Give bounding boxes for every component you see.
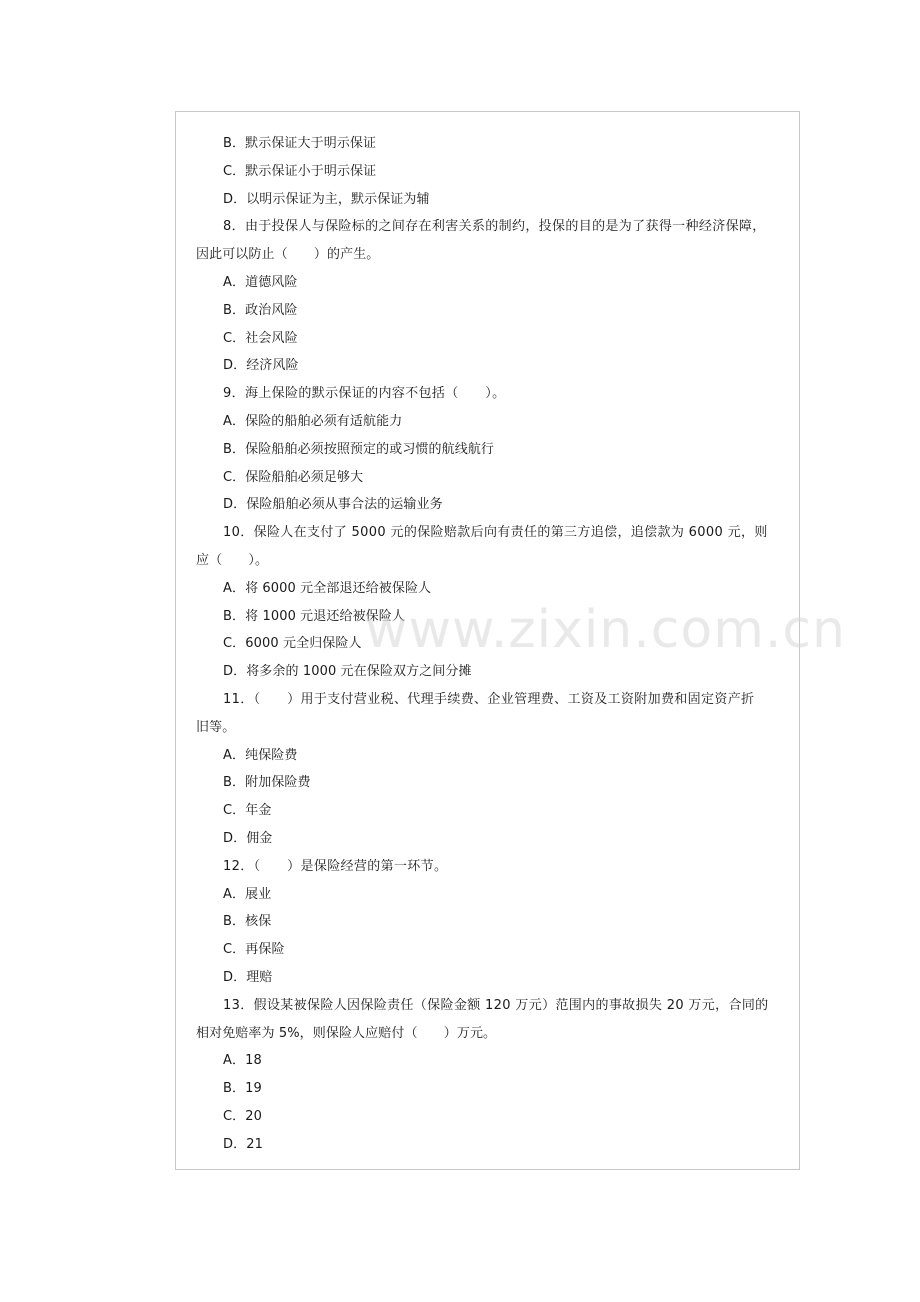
answer-option: B．将 1000 元退还给被保险人 <box>223 608 405 624</box>
question-text-continued: 应（ ）。 <box>196 552 269 568</box>
answer-option: D．理赔 <box>223 969 273 985</box>
answer-option: C．社会风险 <box>223 330 298 346</box>
answer-option: C．6000 元全归保险人 <box>223 636 362 652</box>
question-text: 13．假设某被保险人因保险责任（保险金额 120 万元）范围内的事故损失 20 万元，合同的 <box>223 997 769 1013</box>
question-text: 11．（ ）用于支付营业税、代理手续费、企业管理费、工资及工资附加费和固定资产折 <box>223 691 755 707</box>
question-text-continued: 因此可以防止（ ）的产生。 <box>196 247 380 263</box>
answer-option: B．附加保险费 <box>223 775 311 791</box>
answer-option: B．默示保证大于明示保证 <box>223 136 377 151</box>
question-text: 12．（ ）是保险经营的第一环节。 <box>223 858 448 874</box>
answer-option: A．纯保险费 <box>223 747 298 763</box>
answer-option: C．默示保证小于明示保证 <box>223 163 377 179</box>
document-frame <box>175 111 800 1170</box>
question-text: 9．海上保险的默示保证的内容不包括（ ）。 <box>223 386 506 402</box>
answer-option: D．将多余的 1000 元在保险双方之间分摊 <box>223 664 472 680</box>
answer-option: C．年金 <box>223 803 272 819</box>
answer-option: B．19 <box>223 1081 262 1097</box>
answer-option: D．佣金 <box>223 830 273 846</box>
document-content <box>196 130 782 1158</box>
question-text-continued: 旧等。 <box>196 719 236 735</box>
answer-option: B．政治风险 <box>223 302 298 318</box>
answer-option: A．将 6000 元全部退还给被保险人 <box>223 580 432 596</box>
question-text: 10．保险人在支付了 5000 元的保险赔款后向有责任的第三方追偿，追偿款为 6000 元，则 <box>223 525 768 541</box>
question-text-continued: 相对免赔率为 5%，则保险人应赔付（ ）万元。 <box>196 1025 497 1041</box>
answer-option: A．道德风险 <box>223 274 298 290</box>
watermark: www.zixin.com.cn <box>365 600 846 660</box>
answer-option: C．再保险 <box>223 942 285 958</box>
answer-option: A．展业 <box>223 886 272 902</box>
answer-option: A．保险的船舶必须有适航能力 <box>223 413 403 429</box>
answer-option: A．18 <box>223 1053 262 1069</box>
question-text: 8．由于投保人与保险标的之间存在利害关系的制约，投保的目的是为了获得一种经济保障， <box>223 219 766 235</box>
answer-option: D．以明示保证为主，默示保证为辅 <box>223 191 430 207</box>
answer-option: B．保险船舶必须按照预定的或习惯的航线航行 <box>223 441 495 457</box>
answer-option: B．核保 <box>223 914 272 930</box>
answer-option: D．21 <box>223 1136 263 1152</box>
answer-option: C．20 <box>223 1108 263 1124</box>
answer-option: C．保险船舶必须足够大 <box>223 469 364 485</box>
answer-option: D．保险船舶必须从事合法的运输业务 <box>223 497 443 513</box>
answer-option: D．经济风险 <box>223 358 299 374</box>
